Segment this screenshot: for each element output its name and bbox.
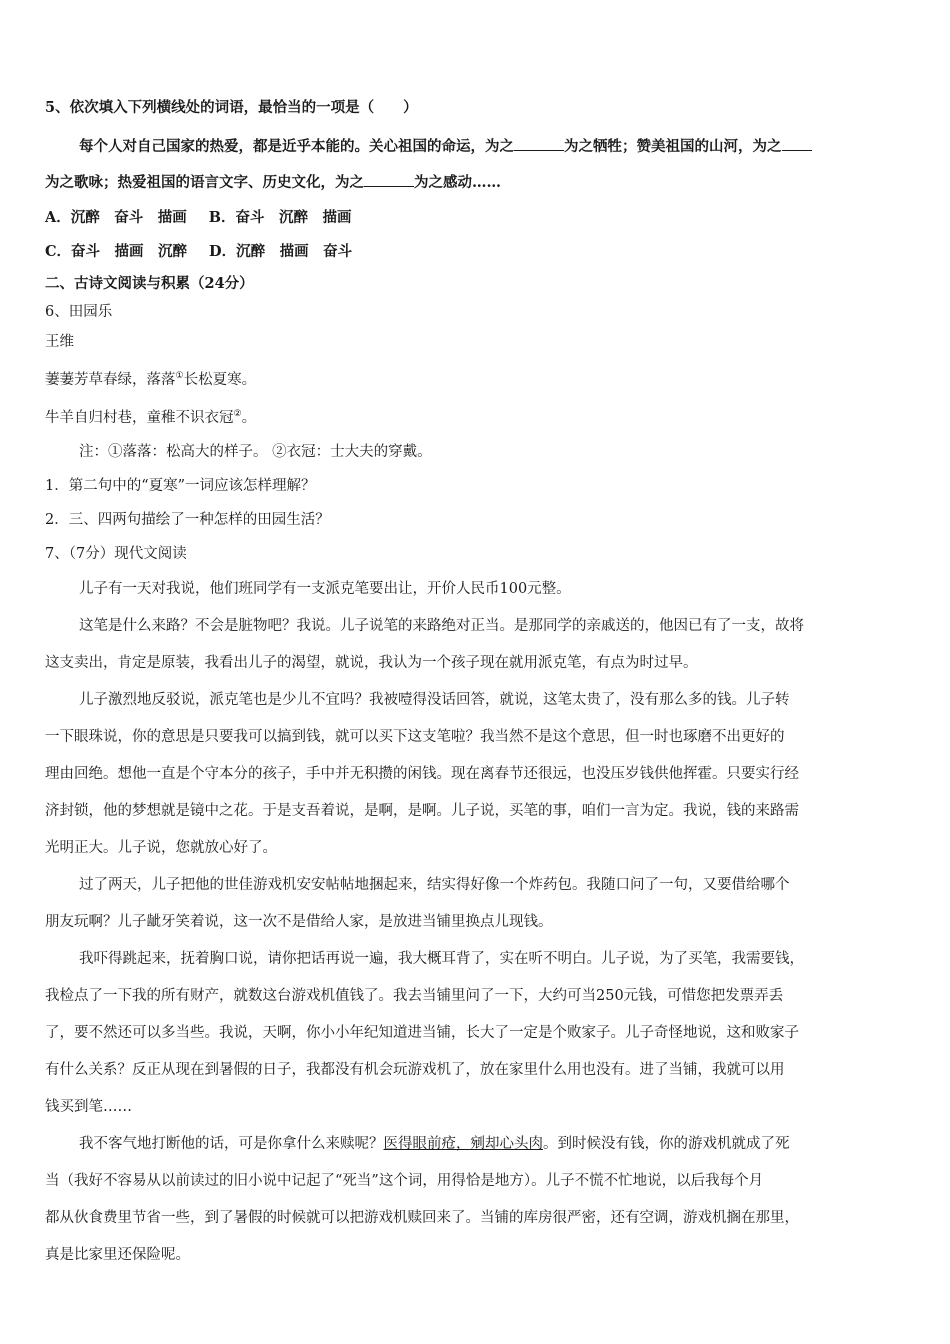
reading-paragraph-2: 这笔是什么来路？不会是脏物吧？我说。儿子说笔的来路绝对正当。是那同学的亲戚送的，他因已有了一支，故将 <box>79 617 804 634</box>
reading-paragraph-3-cont: 济封锁，他的梦想就是镜中之花。于是支吾着说，是啊，是啊。儿子说，买笔的事，咱们一言为定。我说，钱的来路需 <box>45 802 799 819</box>
option-d: D．沉醉 描画 奋斗 <box>209 243 353 260</box>
fill-blank-2 <box>782 136 812 151</box>
reading-paragraph-6-cont: 真是比家里还保险呢。 <box>45 1246 190 1263</box>
passage-line-1 <box>45 129 905 165</box>
reading-paragraph-3-cont: 一下眼珠说，你的意思是只要我可以搞到钱，就可以买下这支笔啦？我当然不是这个意思，但一时也琢磨不出更好的 <box>45 728 785 745</box>
reading-text: 我不客气地打断他的话，可是你拿什么来赎呢？ <box>79 1135 384 1152</box>
reading-paragraph-3-cont: 理由回绝。想他一直是个守本分的孩子，手中并无积攒的闲钱。现在离春节还很远，也没压岁钱供他挥霍。只要实行经 <box>45 765 799 782</box>
poem-text: 。 <box>241 409 257 426</box>
option-c: C．奋斗 描画 沉醉 <box>45 243 188 260</box>
footnote-marker-1: ① <box>175 371 184 381</box>
passage-text: 为之牺牲；赞美祖国的山河，为之 <box>564 138 782 155</box>
question-6-title: 6、田园乐 <box>45 304 113 320</box>
poem-text: 长松夏寒。 <box>183 371 257 388</box>
options-row-1 <box>45 201 905 235</box>
question-5 <box>45 97 905 269</box>
passage-text: 为之感动…… <box>414 174 501 191</box>
option-a: A．沉醉 奋斗 描画 <box>45 209 187 226</box>
passage-line-2 <box>45 165 905 201</box>
poem-note: 注：①落落：松高大的样子。 ②衣冠：士大夫的穿戴。 <box>79 443 432 460</box>
reading-paragraph-3-cont: 光明正大。儿子说，您就放心好了。 <box>45 839 277 856</box>
question-5-title: 5、依次填入下列横线处的词语，最恰当的一项是（ ） <box>45 99 418 116</box>
footnote-marker-2: ② <box>233 408 242 419</box>
reading-paragraph-5-cont: 有什么关系？反正从现在到暑假的日子，我都没有机会玩游戏机了，放在家里什么用也没有。进了当铺，我就可以用 <box>45 1061 785 1078</box>
reading-paragraph-1: 儿子有一天对我说，他们班同学有一支派克笔要出让，开价人民币100元整。 <box>79 580 571 597</box>
reading-paragraph-6-cont: 都从伙食费里节省一些，到了暑假的时候就可以把游戏机赎回来了。当铺的库房很严密，还有空调，游戏机搁在那里， <box>45 1209 799 1226</box>
reading-paragraph-5-cont: 了，要不然还可以多当些。我说，天啊，你小小年纪知道进当铺，长大了一定是个败家子。儿子奇怪地说，这和败家子 <box>45 1024 799 1041</box>
poem-text: 牛羊自归村巷，童稚不识衣冠 <box>45 409 234 426</box>
question-6-sub-1: 1．第二句中的“夏寒”一词应该怎样理解？ <box>45 477 316 494</box>
question-6 <box>45 299 905 537</box>
reading-paragraph-5: 我吓得跳起来，抚着胸口说，请你把话再说一遍，我大概耳背了，实在听不明白。儿子说，为了买笔，我需要钱， <box>79 950 804 967</box>
fill-blank-1 <box>514 136 564 151</box>
poem-line-2 <box>45 397 905 435</box>
question-7 <box>45 537 905 1274</box>
poem-line-1 <box>45 359 905 397</box>
reading-paragraph-4-cont: 朋友玩啊？儿子龇牙笑着说，这一次不是借给人家，是放进当铺里换点儿现钱。 <box>45 913 553 930</box>
options-row-2 <box>45 235 905 269</box>
question-7-title: 7、（7分）现代文阅读 <box>45 545 187 562</box>
poem-author: 王维 <box>45 334 74 350</box>
reading-paragraph-2-cont: 这支卖出，肯定是原装，我看出儿子的渴望，就说，我认为一个孩子现在就用派克笔，有点为时过早。 <box>45 654 698 671</box>
fill-blank-3 <box>364 172 414 187</box>
reading-paragraph-5-cont: 我检点了一下我的所有财产，就数这台游戏机值钱了。我去当铺里问了一下，大约可当250元钱，可惜您把发票弄丢 <box>45 987 784 1004</box>
reading-paragraph-5-cont: 钱买到笔…… <box>45 1098 132 1115</box>
reading-paragraph-6-cont: 当（我好不容易从以前读过的旧小说中记起了“死当”这个词，用得恰是地方）。儿子不慌不忙地说，以后我每个月 <box>45 1172 764 1189</box>
question-5-options <box>45 201 905 269</box>
option-b: B．奋斗 沉醉 描画 <box>208 209 352 226</box>
underlined-phrase: 医得眼前疮，剜却心头肉 <box>383 1135 543 1152</box>
reading-text: 。到时候没有钱，你的游戏机就成了死 <box>543 1135 790 1152</box>
passage-text: 为之歌咏；热爱祖国的语言文字、历史文化，为之 <box>45 174 364 191</box>
reading-paragraph-3: 儿子激烈地反驳说，派克笔也是少儿不宜吗？我被噎得没话回答，就说，这笔太贵了，没有那么多的钱。儿子转 <box>79 691 790 708</box>
question-6-sub-2: 2．三、四两句描绘了一种怎样的田园生活？ <box>45 511 330 528</box>
passage-text: 每个人对自己国家的热爱，都是近乎本能的。关心祖国的命运，为之 <box>79 138 514 155</box>
question-5-passage <box>45 129 905 201</box>
poem-text: 萋萋芳草春绿，落落 <box>45 371 176 388</box>
reading-paragraph-4: 过了两天，儿子把他的世佳游戏机安安帖帖地捆起来，结实得好像一个炸药包。我随口问了一句，又要借给哪个 <box>79 876 790 893</box>
section-2-heading: 二、古诗文阅读与积累（24分） <box>45 275 254 292</box>
reading-paragraph-6 <box>45 1126 905 1163</box>
